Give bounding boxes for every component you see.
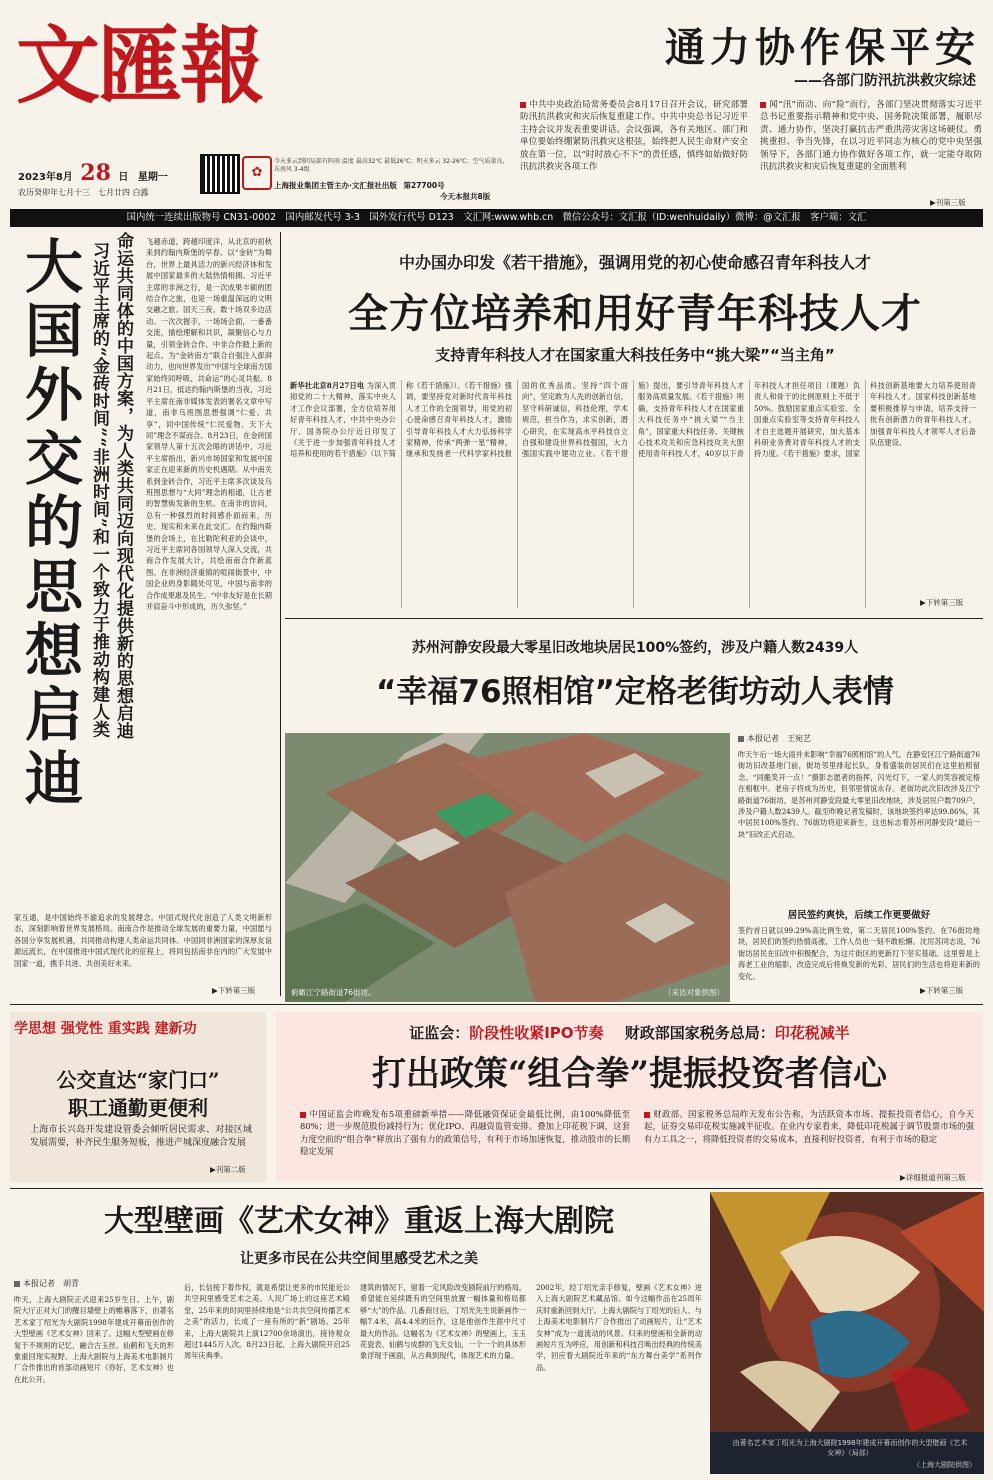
promo-box bbox=[10, 1012, 266, 1182]
continue-arrow-icon: ▶ bbox=[920, 986, 926, 995]
weather-note: 今天多云到阴局部有阵雨 温度 最高32℃ 最低26℃；明天多云 32-26℃；空气质量良，东南风 3-4级 bbox=[274, 158, 509, 173]
art-title: 大型壁画《艺术女神》重返上海大剧院 bbox=[104, 1204, 614, 1239]
section-divider bbox=[285, 618, 983, 619]
mural-graphic bbox=[710, 1192, 984, 1474]
top-story-more: ▶刊第三版 bbox=[930, 198, 966, 207]
byline-marker-icon bbox=[14, 1281, 20, 1287]
photo-byline: 本报记者 王宛艺 bbox=[738, 733, 978, 744]
lunar-date: 农历癸卯年七月十三 七月廿四 白露 bbox=[18, 188, 149, 197]
byline-marker-icon bbox=[738, 736, 744, 742]
mural-credit: （上海大剧院供图） bbox=[913, 1461, 976, 1469]
date-day: 28 bbox=[80, 160, 111, 186]
registration-banner: 国内统一连续出版物号 CN31-0002 国内邮发代号 3-3 国外发行代号 D123 文汇网:www.whb.cn 微信公众号：文汇报（ID:wenhuidaily）微博：@文汇报 客户端：文汇 bbox=[10, 209, 983, 227]
youth-more: ▶下转第三版 bbox=[920, 598, 964, 607]
photo-kicker: 苏州河静安段最大零星旧改地块居民100%签约，涉及户籍人数2439人 bbox=[411, 640, 859, 656]
date-block: 2023年8月 28 日 星期一 bbox=[18, 160, 168, 186]
photo-credit: （采访对象供图） bbox=[664, 988, 724, 997]
mural-caption: 由著名艺术家丁绍光为上海大剧院1998年建成开幕而创作的大型壁画《艺术女神》（局部） bbox=[732, 1439, 968, 1457]
art-col3: 建筑的情况下，留着一定风险改变剧院前厅的格局。希望能在延续既有的空间里放置一幅体量和格局都够“大”的作品。几番商讨后，丁绍光先生说新画作一幅7.4米，高4.4米的巨作，这是他创作生涯中尺寸最大的作品。这幅名为《艺术女神》的壁画上，玉玉花瓷表、仙鹤与成群的飞天女仙，一个一个的具体形象浮现于画面，从古典到现代，体现艺术的力量。 bbox=[360, 1283, 526, 1361]
newspaper-logo: 文匯報 bbox=[16, 16, 263, 115]
group-seal: ✿ bbox=[242, 156, 272, 190]
finance-kicker: 证监会：阶段性收紧IPO节奏 财政部国家税务总局：印花税减半 bbox=[409, 1024, 850, 1042]
bullet-icon bbox=[644, 1112, 650, 1118]
aerial-photo-graphic bbox=[285, 733, 730, 1002]
top-story-title: 通力协作保平安 bbox=[665, 24, 980, 71]
continue-arrow-icon: ▶ bbox=[210, 1165, 216, 1174]
youth-kicker: 中办国办印发《若干措施》，强调用党的初心使命感召青年科技人才 bbox=[398, 253, 871, 272]
feature-subtitle-2: 习近平主席的“金砖时间”“非洲时间”和一个致力于推动构建人类 bbox=[89, 242, 109, 739]
qr-code bbox=[200, 154, 240, 194]
aerial-photo bbox=[285, 733, 730, 1002]
continue-arrow-icon: ▶ bbox=[212, 986, 218, 995]
column-divider bbox=[280, 232, 281, 996]
feature-subtitle-1: 命运共同体的中国方案，为人类共同迈向现代化提供新的思想启迪 bbox=[113, 232, 133, 740]
promo-body: 上海市长兴岛开发建设管委会倾听居民需求、对接区域发展需要，补齐民生服务短板，推进产城深度融合发展 bbox=[30, 1125, 252, 1148]
promo-title-2: 职工通勤更便利 bbox=[68, 1096, 208, 1120]
art-byline: 本报记者 胡青 bbox=[14, 1278, 174, 1289]
bullet-icon bbox=[760, 102, 766, 108]
photo-subhead: 居民签约爽快，后续工作更要做好 bbox=[787, 910, 931, 921]
photo-title: “幸福76照相馆”定格老街坊动人表情 bbox=[376, 674, 894, 710]
art-col4: 2002年，经丁绍光亲手修复，壁画《艺术女神》进入上海大剧院艺术藏品馆。如今这幅作品在25周年庆时重新回到大厅。上海大剧院与丁绍光的后人、与上海美术电影制片厂合作推出了动画短片，让“艺术女神”成为一道流动的风景。归来的壁画和全新的动画短片互为呼应，用创新和科技召唤出经典的传统美学，回应着大剧院近年来的“东方舞台美学”系列作品。 bbox=[536, 1283, 702, 1372]
section-divider bbox=[10, 1004, 983, 1005]
pages-note: 今天本报共8版 bbox=[440, 192, 491, 201]
promo-title-1: 公交直达“家门口” bbox=[56, 1068, 220, 1092]
publisher-line: 上海报业集团主管主办·文汇报社出版 第27700号 bbox=[274, 181, 445, 190]
youth-title: 全方位培养和用好青年科技人才 bbox=[348, 291, 922, 337]
top-story-col1: 中共中央政治局常务委员会8月17日召开会议，研究部署防汛抗洪救灾和灾后恢复重建工作。中共中央总书记习近平主持会议并发表重要讲话。会议强调，各有关地区、部门和单位要始终绷紧防汛救灾这根弦，始终把人民生命财产安全放在第一位，以“时时放心不下”的责任感，慎终如始做好防汛抗洪救灾各项工作 bbox=[520, 100, 748, 173]
art-col1: 昨天，上海大剧院正式迎来25岁生日。上午，剧院大厅正对大门的醒目墙壁上的帷幕落下，由著名艺术家丁绍光为大剧院1998年建成开幕而创作的大型壁画《艺术女神》回来了。这幅大型壁画在修复于不规则的记忆，融合古玉丝、仙鹤和飞天的形象重回现实视野。上海大剧院与上海美术电影制片厂合作推出的首部动画短片《你好，艺术女神》也在此公开。 bbox=[14, 1295, 174, 1384]
section-divider bbox=[10, 1188, 983, 1189]
youth-body: 新华社北京8月27日电 为深入贯彻党的二十大精神，落实中央人才工作会议部署，全方位培养用好青年科技人才，中共中央办公厅、国务院办公厅近日印发了《关于进一步加强青年科技人才培养和使用的若干措施》（以下简称《若干措施》）。《若干措施》强调，要坚持党对新时代青年科技人才工作的全面领导，用党的初心使命感召青年科技人才，激励引导青年科技人才大力弘扬科学家精神，传承“两弹一星”精神，继承和发扬老一代科学家科技报国的优秀品质。坚持“四个面向”，坚定敢为人先的创新自信，坚守科研诚信，科技伦理，学术规范，担当作为，求实创新，潜心研究，在实现高水平科技自立自强和建设世界科技强国，大力强国实践中建功立业。《若干措施》提出，要引导青年科技人才服务高质量发展。《若干措施》明确，支持青年科技人才在国家重大科技任务中“挑大梁”“当主角”，国家重大科技任务、关键核心技术攻关和应急科技攻关大胆使用青年科技人才，40岁以下青年科技人才担任项目（课题）负责人和骨干的比例原则上不低于50%。鼓励国家重点实验室、全国重点实验室等支持青年科技人才自主选题开展研究，加大基本科研业务费对青年科技人才的支持力度。《若干措施》要求，国家科技创新基地要大力培养使用青年科技人才。国家科技创新基地要积极推荐与申请，培养支持一批有创新潜力的青年科技人才，加强青年科技人才领军人才后备队伍建设。 bbox=[290, 381, 976, 459]
art-col2: 后，长信接下着作权，就是希望让更多的市民能近公共空间里感受艺术之美。人民广场上的这座艺术殿堂，25年来的时间里持续地是“公共共空间传播艺术之美”的活力，长成了一座有所的“新”剧场。25年来，上海大剧院共上演12700余场演出，接待观众超过1445万人次。8月23日起，上海大剧院开启25周年庆典季。 bbox=[184, 1283, 350, 1361]
promo-banner: 学思想 强党性 重实践 建新功 bbox=[14, 1021, 197, 1037]
mural-photo bbox=[710, 1192, 984, 1474]
top-story-col2: 闻“汛”而动、向“险”而行，各部门坚决贯彻落实习近平总书记重要指示精神和党中央、国务院决策部署，履职尽责、通力协作，坚决打赢抗击严重洪涝灾害这场硬仗。勇挑重担、争当先锋，在以习近平同志为核心的党中央坚强领导下，各部门通力协作做好各项工作，就一定能夺取防汛抗洪救灾和灾后恢复重建的全面胜利 bbox=[760, 100, 982, 173]
finance-more: ▶详细报道刊第三版 bbox=[900, 1173, 966, 1182]
continue-arrow-icon: ▶ bbox=[900, 1173, 906, 1182]
art-subtitle: 让更多市民在公共空间里感受艺术之美 bbox=[240, 1251, 478, 1267]
photo-body-2: 签约首日就以99.29%高比例生效，第二天居民100%签约。在76街坊地块，居民们的签约热情高涨，工作人员也一刻不敢松懈。沈厉苏同志说，76街坊居民在旧改中积极配合，为这片街区的更新打下坚实基础。这里曾是上海老工业的缩影，改造完成后将焕发新的光彩，居民们的生活也将迎来新的变化。 bbox=[738, 926, 980, 981]
bullet-icon bbox=[300, 1112, 306, 1118]
feature-more: ▶下转第三版 bbox=[212, 986, 256, 995]
feature-body: 飞越赤道，跨越印度洋，从北京的初秋来到约翰内斯堡的早春。以“金砖”为舞台，世界上最具活力的新兴经济体和发展中国家最多的大陆热情相拥。习近平主席的非洲之行，是一次成果丰硕的团结合作之旅，也是一场重温深远的文明交融之旅。国天三夜，数十场双多边活动。一次次握手，一场场会面，一番番交流，描绘理解和共识，凝聚信心与力量，引领金砖合作、中非合作踏上新的起点。为“金砖南方”联合自强注入澎湃动力，也向世界发出“中国与全球南方国家始终同呼吸、共命运”的心灵共振。8月21日，抵达约翰内斯堡的当夜，习近平主席在南非媒体发表的署名文章中写道，南非乌班图思想强调“仁爱、共享”，同中国传统“仁民爱物、天下大同”理念不谋而合。8月23日，在金砖国家领导人第十五次会晤的讲话中，习近平主席指出，新兴市场国家和发展中国家正在迎来新的历史机遇期。从中南关系到金砖合作，习近平主席多次谈及乌班图思想与“大同”理念的相通，让古老的智慧焕发新的生机。在南非的访问，总有一种强烈的时间感扑面而来，历史、现实和未来在此交汇。在约翰内斯堡的会场上，在比勒陀利亚的会谈中，习近平主席同各国领导人深入交流，共商合作发展大计，共绘南南合作新蓝图。在非洲经济重镇的喧闹街景中，中国企业的身影随处可见，中国与南非的合作成果惠及民生。“中非友好是在长期并肩奋斗中形成的，历久弥坚。” bbox=[146, 237, 272, 611]
promo-more: ▶刊第二版 bbox=[210, 1165, 246, 1174]
finance-col2: 财政部、国家税务总局昨天发布公告称，为活跃资本市场、提振投资者信心，自今天起，证券交易印花税实施减半征收。在业内专家看来，降低印花税属于调节股票市场的强有力工具之一，将降低投资者的交易成本，直接利好投资者，有利于市场的稳定 bbox=[644, 1109, 974, 1144]
top-story-subtitle: ——各部门防汛抗洪救灾综述 bbox=[794, 73, 976, 89]
finance-title: 打出政策“组合拳”提振投资者信心 bbox=[371, 1054, 888, 1094]
continue-arrow-icon: ▶ bbox=[920, 598, 926, 607]
finance-col1: 中国证监会昨晚发布5项重磅新举措——降低融资保证金最低比例，由100%降低至80%；进一步规范股份减持行为；优化IPO、再融资监管安排。叠加上印花税下调，这套力度空前的“组合拳”释放出了强有力的政策信号，有利于市场加速恢复，推动股市的长期稳定发展 bbox=[300, 1109, 630, 1157]
photo-caption: 俯瞰江宁路街道76街坊。 bbox=[291, 988, 376, 997]
continue-arrow-icon: ▶ bbox=[930, 198, 936, 207]
photo-body: 昨天午后一场大雨并未影响“幸福76照相馆”的人气。在静安区江宁路街道76街坊旧改基地门前，街坊邻里排起长队，身着盛装的居民们在这里拍照留念。“同搬笑开一点！”摄影志愿者的指挥，闪光灯下，一家人的笑容被定格在相框中。老房子将成为历史，但邻里情谊永存。老街坊此次旧改涉及江宁路街道76街坊，是苏州河静安段最大零星旧改地块，涉及居民户数709户，涉及户籍人数2439人。截至昨晚记者发稿时，该地块签约率达99.86%，其中居民100%签约。76街坊将迎来新生，这也标志着苏州河静安段“最后一块”旧改正式启动。 bbox=[738, 750, 980, 839]
youth-subtitle: 支持青年科技人才在国家重大科技任务中“挑大梁”“当主角” bbox=[435, 346, 835, 364]
bullet-icon bbox=[520, 102, 526, 108]
feature-big-title: 大国外交的思想启迪 bbox=[15, 236, 83, 812]
photo-more: ▶下转第三版 bbox=[920, 986, 964, 995]
feature-bottom: 家互通，是中国始终不渝追求的发展理念。中国式现代化创造了人类文明新形态，深刻影响着世界发展格局。南南合作是推动全球发展的重要力量，中国愿与各国分享发展机遇，共同推动构建人类命运共同体。中国同非洲国家的深厚友谊源远流长，在中国推进中国式现代化的征程上，将同包括南非在内的广大发展中国家一道，携手共进、共创美好未来。 bbox=[14, 913, 272, 968]
